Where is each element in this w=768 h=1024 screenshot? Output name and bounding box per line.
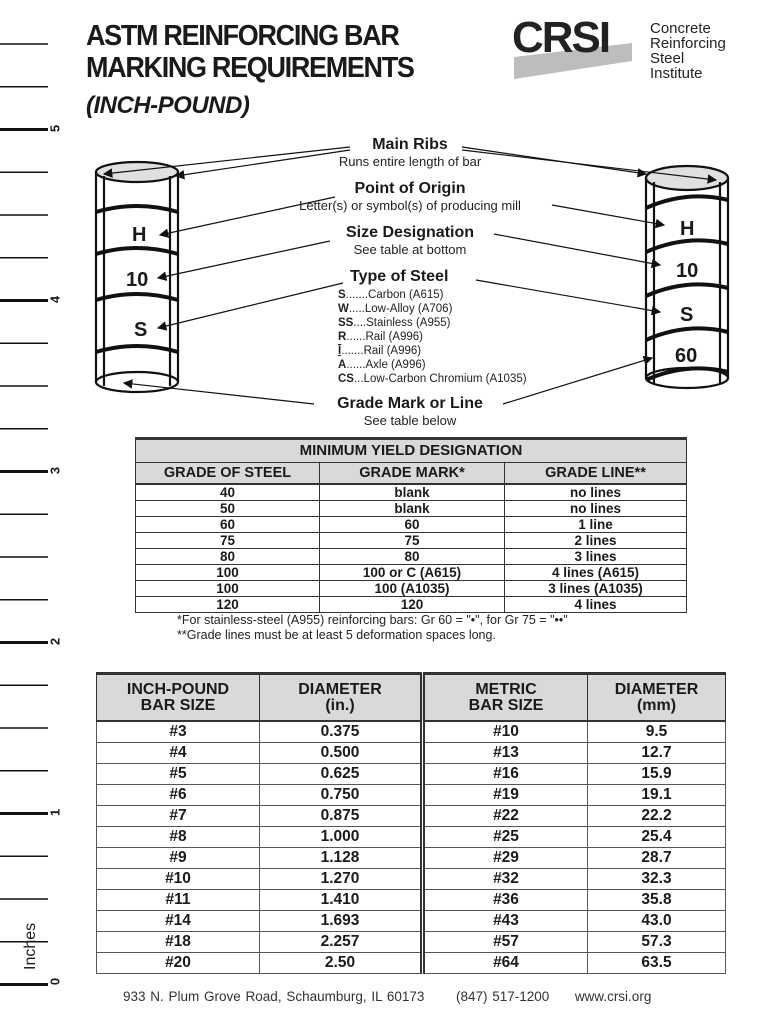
- point-of-origin-title: Point of Origin: [354, 180, 466, 197]
- yield-table-row: [136, 565, 687, 581]
- footer-website[interactable]: www.crsi.org: [574, 989, 652, 1004]
- size-cell: #10: [423, 721, 588, 743]
- size-cell: 25.4: [588, 827, 726, 848]
- size-cell: 63.5: [588, 953, 726, 974]
- size-cell: #13: [423, 743, 588, 764]
- left-bar-mark-origin: H: [132, 224, 147, 246]
- size-cell: #20: [97, 953, 260, 974]
- logo-line-1: Concrete: [650, 20, 711, 37]
- left-bar-mark-type: S: [134, 319, 148, 341]
- size-table-row: [97, 721, 726, 743]
- page-subtitle: (INCH-POUND): [86, 92, 250, 119]
- left-bar-mark-size: 10: [126, 269, 149, 291]
- size-cell: #29: [423, 848, 588, 869]
- steel-type-item: CS...Low-Carbon Chromium (A1035): [338, 373, 527, 385]
- grade-mark-title: Grade Mark or Line: [337, 395, 483, 412]
- yield-cell: 50: [136, 501, 320, 517]
- yield-cell: 120: [136, 597, 320, 613]
- size-table-row: [97, 743, 726, 764]
- yield-cell: 100 or C (A615): [320, 565, 505, 581]
- yield-footnote-1: *For stainless-steel (A955) reinforcing bars: Gr 60 = "•", for Gr 75 = "••": [177, 613, 568, 627]
- annotation-point-of-origin: [262, 180, 558, 213]
- size-cell: #16: [423, 764, 588, 785]
- yield-cell: 100: [136, 565, 320, 581]
- yield-table-row: [136, 597, 687, 613]
- size-col-header: DIAMETER (in.): [260, 674, 423, 722]
- size-cell: #18: [97, 932, 260, 953]
- yield-cell: 4 lines: [505, 597, 687, 613]
- yield-cell: 75: [320, 533, 505, 549]
- yield-cell: 40: [136, 484, 320, 501]
- size-cell: 1.000: [260, 827, 423, 848]
- type-of-steel-title: Type of Steel: [350, 268, 449, 285]
- yield-table-row: [136, 501, 687, 517]
- yield-cell: 3 lines: [505, 549, 687, 565]
- yield-cell: blank: [320, 484, 505, 501]
- yield-col-header: GRADE MARK*: [320, 463, 505, 485]
- steel-type-item: R......Rail (A996): [338, 331, 424, 343]
- size-cell: 1.410: [260, 890, 423, 911]
- size-cell: #3: [97, 721, 260, 743]
- yield-cell: 3 lines (A1035): [505, 581, 687, 597]
- size-cell: #11: [97, 890, 260, 911]
- yield-cell: no lines: [505, 484, 687, 501]
- size-cell: 12.7: [588, 743, 726, 764]
- size-cell: #36: [423, 890, 588, 911]
- ruler-number-2: 2: [47, 637, 63, 646]
- size-cell: #64: [423, 953, 588, 974]
- size-cell: #8: [97, 827, 260, 848]
- yield-table-row: [136, 549, 687, 565]
- size-table-row: [97, 827, 726, 848]
- size-cell: #22: [423, 806, 588, 827]
- size-cell: #9: [97, 848, 260, 869]
- size-cell: #4: [97, 743, 260, 764]
- size-cell: #25: [423, 827, 588, 848]
- bar-size-table: [96, 672, 726, 974]
- right-bar-mark-origin: H: [680, 218, 695, 240]
- title-line-2: MARKING REQUIREMENTS: [86, 52, 414, 84]
- annotation-size-designation: [310, 224, 510, 257]
- size-cell: 1.693: [260, 911, 423, 932]
- minimum-yield-table: [135, 437, 687, 613]
- size-col-header: DIAMETER (mm): [588, 674, 726, 722]
- yield-col-header: GRADE OF STEEL: [136, 463, 320, 485]
- steel-type-item: A......Axle (A996): [338, 359, 426, 371]
- size-cell: #32: [423, 869, 588, 890]
- right-bar-mark-size: 10: [676, 260, 699, 282]
- yield-cell: 60: [320, 517, 505, 533]
- size-cell: #7: [97, 806, 260, 827]
- size-cell: 9.5: [588, 721, 726, 743]
- size-table-row: [97, 953, 726, 974]
- yield-table-row: [136, 517, 687, 533]
- size-cell: #10: [97, 869, 260, 890]
- yield-footnote-2: **Grade lines must be at least 5 deformation spaces long.: [177, 628, 496, 642]
- point-of-origin-desc: Letter(s) or symbol(s) of producing mill: [299, 198, 521, 213]
- size-table-row: [97, 890, 726, 911]
- ruler-number-0: 0: [47, 977, 63, 986]
- ruler-number-5: 5: [47, 124, 63, 133]
- size-table-row: [97, 869, 726, 890]
- yield-cell: 80: [136, 549, 320, 565]
- annotation-type-of-steel: [330, 268, 570, 286]
- steel-type-list: [338, 288, 598, 386]
- grade-mark-desc: See table below: [363, 413, 457, 428]
- size-cell: 32.3: [588, 869, 726, 890]
- size-cell: 28.7: [588, 848, 726, 869]
- size-cell: #5: [97, 764, 260, 785]
- steel-type-item: SS....Stainless (A955): [338, 317, 451, 329]
- ruler-number-1: 1: [47, 808, 63, 817]
- yield-cell: no lines: [505, 501, 687, 517]
- yield-cell: 1 line: [505, 517, 687, 533]
- size-table-row: [97, 764, 726, 785]
- yield-table-row: [136, 581, 687, 597]
- footer-address: 933 N. Plum Grove Road, Schaumburg, IL 60173: [123, 989, 425, 1004]
- ruler-number-3: 3: [47, 466, 63, 475]
- right-bar-mark-grade: 60: [675, 345, 698, 367]
- size-cell: #57: [423, 932, 588, 953]
- size-col-header: INCH-POUND BAR SIZE: [97, 674, 260, 722]
- steel-type-item: W.....Low-Alloy (A706): [338, 303, 453, 315]
- size-cell: #6: [97, 785, 260, 806]
- footer-contact: [123, 989, 651, 1004]
- yield-cell: blank: [320, 501, 505, 517]
- size-cell: 1.128: [260, 848, 423, 869]
- main-ribs-desc: Runs entire length of bar: [338, 154, 482, 169]
- logo-line-2: Reinforcing: [650, 35, 726, 52]
- main-ribs-title: Main Ribs: [372, 136, 448, 153]
- yield-cell: 80: [320, 549, 505, 565]
- yield-table-caption: MINIMUM YIELD DESIGNATION: [136, 439, 687, 463]
- yield-cell: 100 (A1035): [320, 581, 505, 597]
- yield-cell: 60: [136, 517, 320, 533]
- ruler-unit-label: Inches: [22, 922, 39, 970]
- size-designation-desc: See table at bottom: [353, 242, 467, 257]
- annotation-grade-mark: [300, 395, 520, 428]
- size-table-row: [97, 806, 726, 827]
- yield-table-row: [136, 484, 687, 501]
- yield-cell: 2 lines: [505, 533, 687, 549]
- yield-cell: 120: [320, 597, 505, 613]
- size-cell: 0.500: [260, 743, 423, 764]
- size-table-row: [97, 932, 726, 953]
- size-cell: 19.1: [588, 785, 726, 806]
- size-table-row: [97, 848, 726, 869]
- yield-cell: 4 lines (A615): [505, 565, 687, 581]
- size-cell: 0.625: [260, 764, 423, 785]
- yield-cell: 100: [136, 581, 320, 597]
- size-cell: #19: [423, 785, 588, 806]
- size-cell: 2.257: [260, 932, 423, 953]
- steel-type-item: I.......Rail (A996): [338, 345, 422, 357]
- ruler-number-4: 4: [47, 295, 63, 304]
- size-cell: 0.375: [260, 721, 423, 743]
- size-cell: 2.50: [260, 953, 423, 974]
- size-cell: 15.9: [588, 764, 726, 785]
- size-col-header: METRIC BAR SIZE: [423, 674, 588, 722]
- logo-wordmark: CRSI: [512, 13, 610, 62]
- size-cell: #14: [97, 911, 260, 932]
- size-cell: #43: [423, 911, 588, 932]
- size-cell: 57.3: [588, 932, 726, 953]
- size-table-row: [97, 785, 726, 806]
- yield-table-row: [136, 533, 687, 549]
- size-cell: 43.0: [588, 911, 726, 932]
- yield-col-header: GRADE LINE**: [505, 463, 687, 485]
- size-cell: 0.750: [260, 785, 423, 806]
- size-designation-title: Size Designation: [345, 224, 475, 241]
- size-cell: 22.2: [588, 806, 726, 827]
- yield-cell: 75: [136, 533, 320, 549]
- title-line-1: ASTM REINFORCING BAR: [86, 20, 399, 52]
- logo-line-4: Institute: [650, 65, 703, 82]
- footer-phone: (847) 517-1200: [455, 989, 550, 1004]
- size-cell: 1.270: [260, 869, 423, 890]
- annotation-main-ribs: [300, 136, 520, 169]
- size-cell: 0.875: [260, 806, 423, 827]
- right-bar-mark-type: S: [680, 304, 694, 326]
- size-cell: 35.8: [588, 890, 726, 911]
- logo-line-3: Steel: [650, 50, 685, 67]
- steel-type-item: S.......Carbon (A615): [338, 289, 444, 301]
- size-table-row: [97, 911, 726, 932]
